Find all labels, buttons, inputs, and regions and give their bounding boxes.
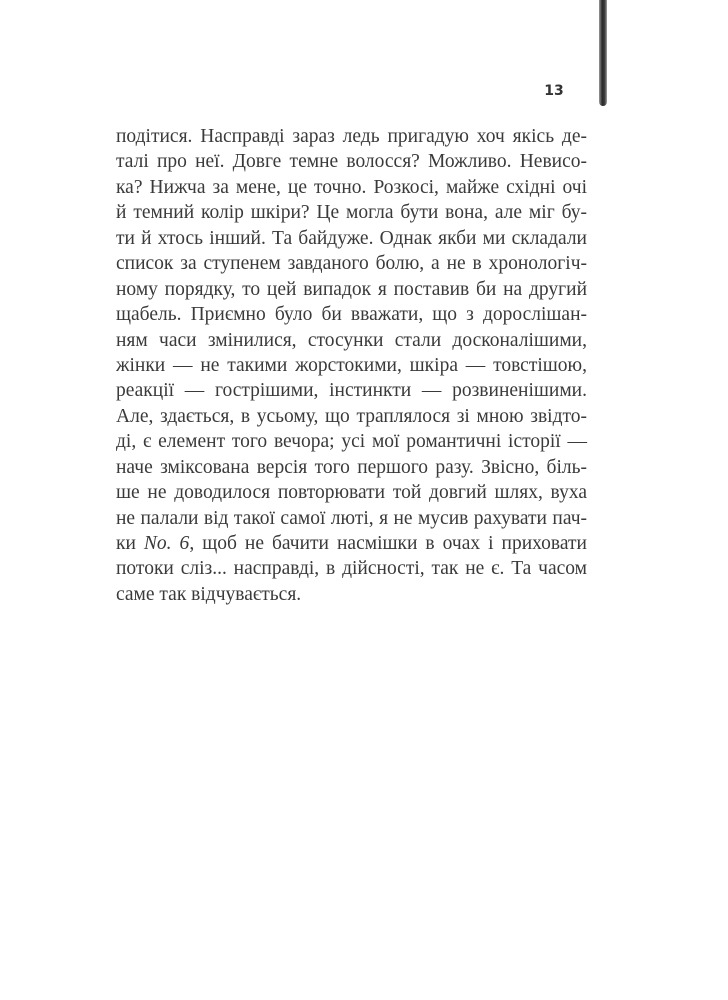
text-segment: , щоб не бачити насмішки в очах і приховати [189,533,587,554]
text-segment: талі про неї. Довге темне волосся? Можливо. Невисо- [116,151,587,173]
text-line [116,353,587,378]
text-segment: Але, здається, в усьому, що траплялося зі мною звідто- [116,405,587,427]
text-segment: ді, є елемент того вечора; усі мої романтичні історії — [116,431,587,453]
text-line [116,175,587,200]
page-edge-bar [599,0,607,106]
text-line [116,480,587,505]
text-segment: ка? Нижча за мене, це точно. Розкосі, майже східні очі [116,176,587,198]
text-line [116,149,587,174]
text-line [116,302,587,327]
text-line [116,556,587,581]
text-segment: потоки сліз... насправді, в дійсності, так не є. Та часом [116,558,587,580]
text-line [116,277,587,302]
text-line [116,404,587,429]
text-line [116,200,587,225]
text-segment: наче зміксована версія того першого разу. Звісно, біль- [116,456,587,478]
text-line [116,251,587,276]
text-segment: ше не доводилося повторювати той довгий шлях, вуха [116,482,587,504]
text-segment: жінки — не такими жорстокими, шкіра — товстішою, [116,354,587,376]
text-segment: ням часи змінилися, стосунки стали досконалішими, [116,329,587,351]
text-line [116,582,587,607]
text-segment: ти й хтось інший. Та байдуже. Однак якби ми складали [116,227,587,249]
italic-text: No. 6 [143,533,190,554]
text-line [116,378,587,403]
text-segment: щабель. Приємно було би вважати, що з дорослішан- [116,304,587,326]
text-segment: й темний колір шкіри? Це могла бути вона, але міг бу- [116,202,587,224]
text-line [116,328,587,353]
text-line [116,455,587,480]
text-line [116,124,587,149]
text-segment: ки [116,533,144,554]
page-number: 13 [544,83,564,99]
text-line [116,531,587,556]
text-line [116,429,587,454]
text-segment: реакції — гострішими, інстинкти — розвиненішими. [116,380,587,402]
text-segment: саме так відчувається. [116,583,302,605]
text-segment: список за ступенем завданого болю, а не в хронологіч- [116,253,587,275]
text-segment: не палали від такої самої люті, я не мусив рахувати пач- [116,507,587,529]
text-segment: подітися. Насправді зараз ледь пригадую хоч якісь де- [116,126,587,147]
body-text [116,124,587,607]
text-line [116,506,587,531]
text-line [116,226,587,251]
text-segment: ному порядку, то цей випадок я поставив би на другий [116,278,587,300]
